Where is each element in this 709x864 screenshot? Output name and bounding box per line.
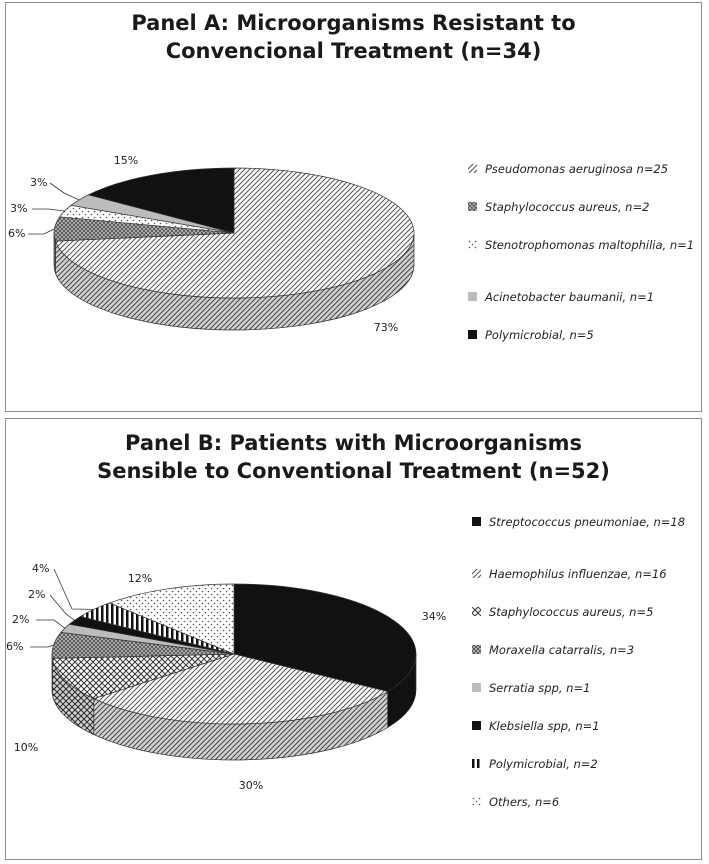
legend-swatch (468, 330, 477, 339)
pie-leader-B3 (30, 645, 53, 647)
pie-pct-label-A3: 3% (30, 176, 48, 189)
pie-pct-label-B1: 30% (238, 779, 264, 792)
legend-swatch (472, 517, 481, 526)
pie-pct-label-A4: 15% (113, 154, 139, 167)
pie-leader-B6 (54, 569, 94, 609)
pie-pct-label-A2: 3% (10, 202, 28, 215)
legend-label: Others, n=6 (489, 795, 560, 809)
pie-pct-label-A1: 6% (8, 227, 26, 240)
legend-label: Staphylococcus aureus, n=2 (485, 200, 650, 214)
legend-label: Stenotrophomonas maltophilia, n=1 (485, 238, 695, 252)
legend-label: Serratia spp, n=1 (489, 681, 591, 695)
legend-label: Moraxella catarralis, n=3 (489, 643, 635, 657)
legend-swatch (472, 797, 481, 806)
legend-label: Polymicrobial, n=2 (489, 757, 598, 771)
panel-a-title-line1: Panel A: Microorganisms Resistant to (131, 11, 576, 35)
pie-pct-label-B6: 4% (32, 562, 50, 575)
panel-b-pie (6, 419, 701, 859)
legend-label: Acinetobacter baumanii, n=1 (485, 290, 655, 304)
legend-label: Klebsiella spp, n=1 (489, 719, 600, 733)
panel-b-title-line1: Panel B: Patients with Microorganisms (125, 431, 582, 455)
pie-pct-label-A0: 73% (373, 321, 399, 334)
legend-swatch (468, 292, 477, 301)
panel-b-chart (5, 418, 702, 860)
legend-label: Staphylococcus aureus, n=5 (489, 605, 654, 619)
legend-swatch (468, 164, 477, 173)
pie-pct-label-B4: 2% (12, 613, 30, 626)
legend-label: Streptococcus pneumoniae, n=18 (489, 515, 686, 529)
panel-a-title-line2: Convencional Treatment (n=34) (165, 39, 542, 63)
legend-swatch (472, 569, 481, 578)
panel-a-chart (5, 2, 702, 412)
pie-pct-label-B3: 6% (6, 640, 24, 653)
legend-swatch (472, 645, 481, 654)
legend-swatch (472, 721, 481, 730)
legend-swatch (472, 683, 481, 692)
legend-label: Haemophilus influenzae, n=16 (489, 567, 667, 581)
pie-pct-label-B0: 34% (421, 610, 447, 623)
legend-swatch (468, 202, 477, 211)
legend-label: Pseudomonas aeruginosa n=25 (485, 162, 669, 176)
legend-swatch (472, 607, 481, 616)
panel-b-title-line2: Sensible to Conventional Treatment (n=52) (97, 459, 610, 483)
legend-swatch (472, 759, 481, 768)
legend-swatch (468, 240, 477, 249)
pie-pct-label-B5: 2% (28, 588, 46, 601)
pie-pct-label-B2: 10% (13, 741, 39, 754)
pie-pct-label-B7: 12% (127, 572, 153, 585)
pie-leader-A2 (32, 209, 65, 211)
legend-label: Polymicrobial, n=5 (485, 328, 594, 342)
pie-leader-B5 (50, 595, 75, 620)
pie-leader-A3 (50, 183, 79, 200)
pie-leader-B4 (36, 620, 65, 628)
pie-leader-A1 (28, 229, 54, 234)
